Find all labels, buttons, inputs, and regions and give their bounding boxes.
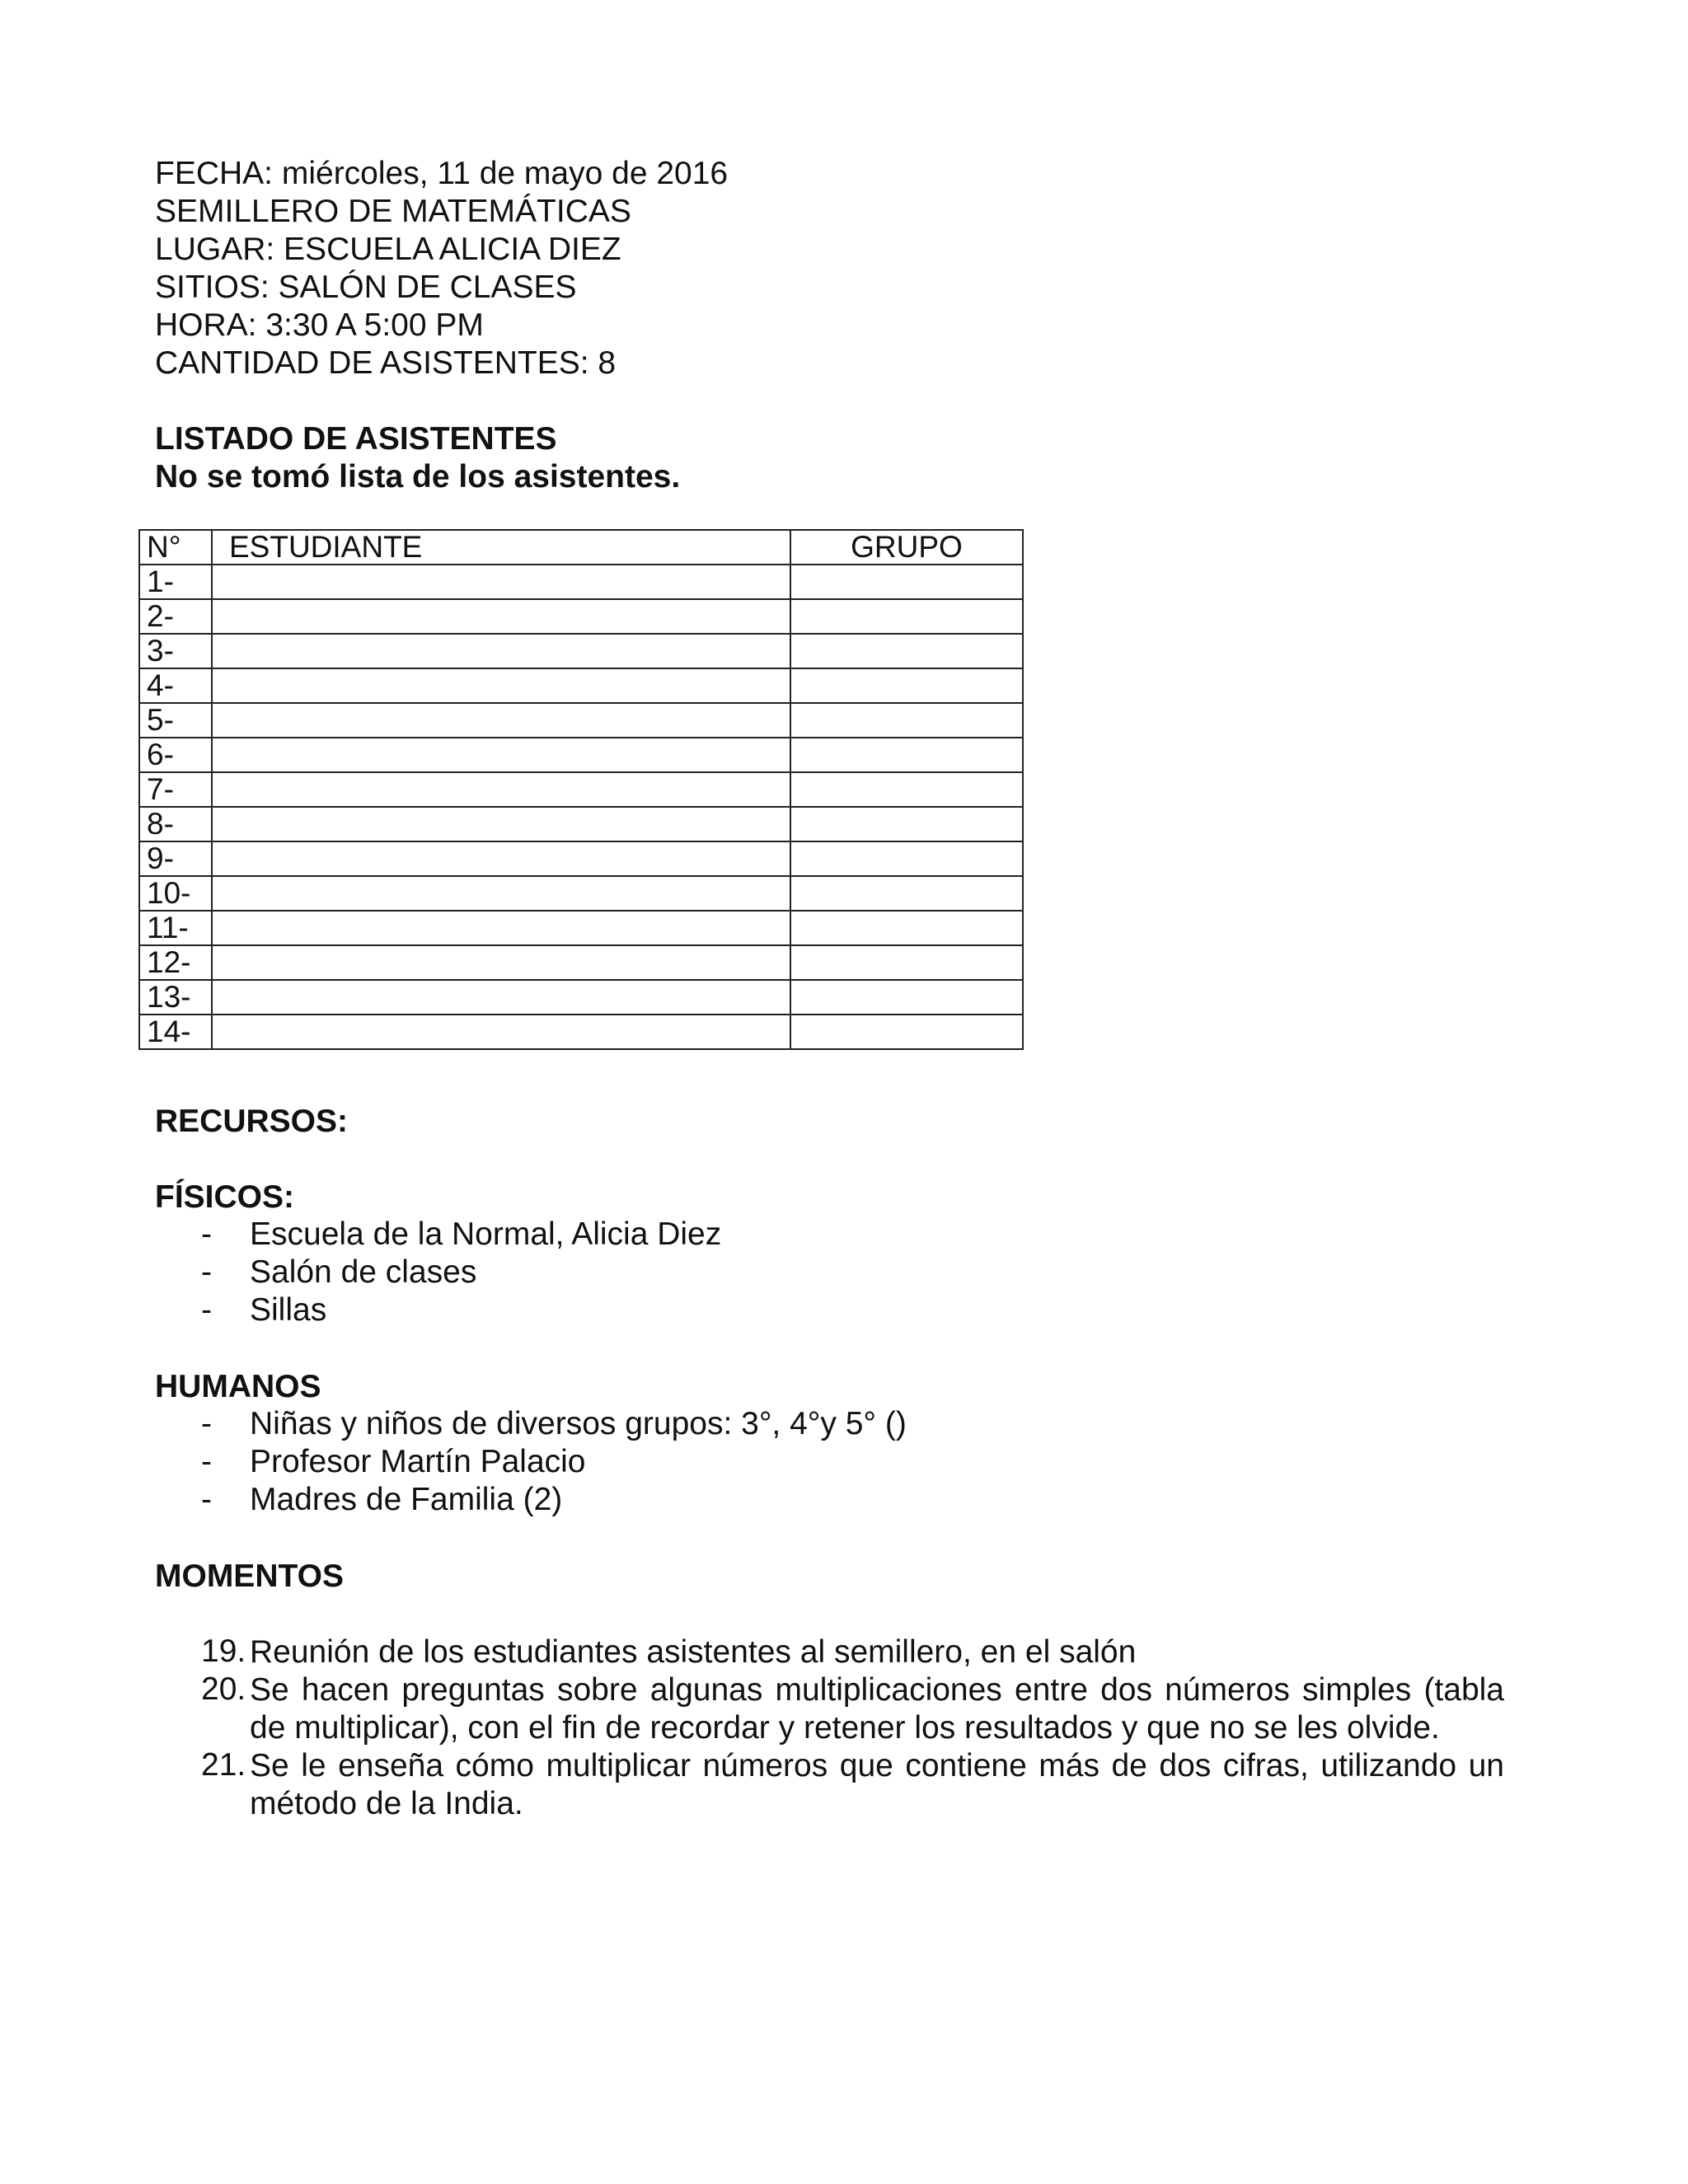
cell-estudiante (212, 841, 790, 876)
bullet-dash: - (201, 1254, 212, 1290)
table-row (139, 1015, 1023, 1049)
row-number: 9- (139, 841, 212, 876)
row-number: 14- (139, 1015, 212, 1049)
momento-text: Se le enseña cómo multiplicar números que contiene más de dos cifras, utilizando un (250, 1748, 1504, 1783)
momento-number: 21. (201, 1747, 246, 1783)
cell-grupo (790, 565, 1023, 599)
row-number: 3- (139, 634, 212, 668)
table-row (139, 876, 1023, 911)
cell-estudiante (212, 980, 790, 1015)
row-number: 1- (139, 565, 212, 599)
cell-estudiante (212, 668, 790, 703)
table-row (139, 599, 1023, 634)
table-row (139, 841, 1023, 876)
cell-estudiante (212, 945, 790, 980)
table-row (139, 772, 1023, 807)
listado-note: No se tomó lista de los asistentes. (155, 459, 681, 494)
table-row (139, 807, 1023, 841)
cell-estudiante (212, 807, 790, 841)
cell-estudiante (212, 911, 790, 945)
fisicos-title: FÍSICOS: (155, 1179, 295, 1215)
table-row (139, 911, 1023, 945)
header-number: N° (139, 530, 212, 565)
listado-title: LISTADO DE ASISTENTES (155, 421, 557, 457)
attendance-table (138, 529, 1024, 1050)
lugar-line: LUGAR: ESCUELA ALICIA DIEZ (155, 232, 621, 267)
row-number: 10- (139, 876, 212, 911)
momento-text-continued: de multiplicar), con el fin de recordar y retener los resultados y que no se les olvide. (250, 1710, 1440, 1746)
cell-estudiante (212, 634, 790, 668)
row-number: 8- (139, 807, 212, 841)
fisicos-item: Salón de clases (250, 1254, 477, 1290)
momento-text-continued: método de la India. (250, 1786, 523, 1821)
bullet-dash: - (201, 1482, 212, 1517)
bullet-dash: - (201, 1406, 212, 1441)
cell-grupo (790, 599, 1023, 634)
cell-grupo (790, 738, 1023, 772)
cell-grupo (790, 1015, 1023, 1049)
momento-number: 20. (201, 1671, 246, 1707)
bullet-dash: - (201, 1292, 212, 1328)
cell-grupo (790, 980, 1023, 1015)
momento-text: Reunión de los estudiantes asistentes al semillero, en el salón (250, 1634, 1137, 1670)
humanos-title: HUMANOS (155, 1369, 321, 1404)
cell-grupo (790, 668, 1023, 703)
semillero-line: SEMILLERO DE MATEMÁTICAS (155, 194, 631, 229)
fisicos-item: Sillas (250, 1292, 327, 1328)
cell-grupo (790, 945, 1023, 980)
cell-estudiante (212, 1015, 790, 1049)
humanos-item: Niñas y niños de diversos grupos: 3°, 4°y 5° () (250, 1406, 907, 1441)
table-row (139, 945, 1023, 980)
header-grupo: GRUPO (790, 530, 1023, 565)
hora-line: HORA: 3:30 A 5:00 PM (155, 307, 484, 343)
table-row (139, 738, 1023, 772)
row-number: 12- (139, 945, 212, 980)
fecha-line: FECHA: miércoles, 11 de mayo de 2016 (155, 156, 729, 191)
row-number: 7- (139, 772, 212, 807)
cell-estudiante (212, 565, 790, 599)
table-row (139, 703, 1023, 738)
bullet-dash: - (201, 1444, 212, 1479)
cell-estudiante (212, 738, 790, 772)
row-number: 6- (139, 738, 212, 772)
cell-estudiante (212, 772, 790, 807)
recursos-title: RECURSOS: (155, 1104, 349, 1139)
table-row (139, 980, 1023, 1015)
row-number: 13- (139, 980, 212, 1015)
fisicos-item: Escuela de la Normal, Alicia Diez (250, 1216, 722, 1252)
cell-grupo (790, 634, 1023, 668)
table-row (139, 634, 1023, 668)
momento-text: Se hacen preguntas sobre algunas multiplicaciones entre dos números simples (tabla (250, 1672, 1504, 1708)
cell-estudiante (212, 599, 790, 634)
humanos-item: Profesor Martín Palacio (250, 1444, 586, 1479)
cell-grupo (790, 911, 1023, 945)
momentos-title: MOMENTOS (155, 1558, 344, 1594)
cell-grupo (790, 703, 1023, 738)
momento-number: 19. (201, 1633, 246, 1669)
row-number: 11- (139, 911, 212, 945)
cell-grupo (790, 807, 1023, 841)
cell-grupo (790, 876, 1023, 911)
table-row (139, 668, 1023, 703)
row-number: 5- (139, 703, 212, 738)
cell-estudiante (212, 703, 790, 738)
cell-grupo (790, 841, 1023, 876)
cell-grupo (790, 772, 1023, 807)
row-number: 4- (139, 668, 212, 703)
table-header-row (139, 530, 1023, 565)
header-estudiante: ESTUDIANTE (212, 530, 790, 565)
humanos-item: Madres de Familia (2) (250, 1482, 563, 1517)
bullet-dash: - (201, 1216, 212, 1252)
row-number: 2- (139, 599, 212, 634)
sitios-line: SITIOS: SALÓN DE CLASES (155, 269, 577, 305)
cantidad-line: CANTIDAD DE ASISTENTES: 8 (155, 345, 617, 381)
cell-estudiante (212, 876, 790, 911)
table-row (139, 565, 1023, 599)
